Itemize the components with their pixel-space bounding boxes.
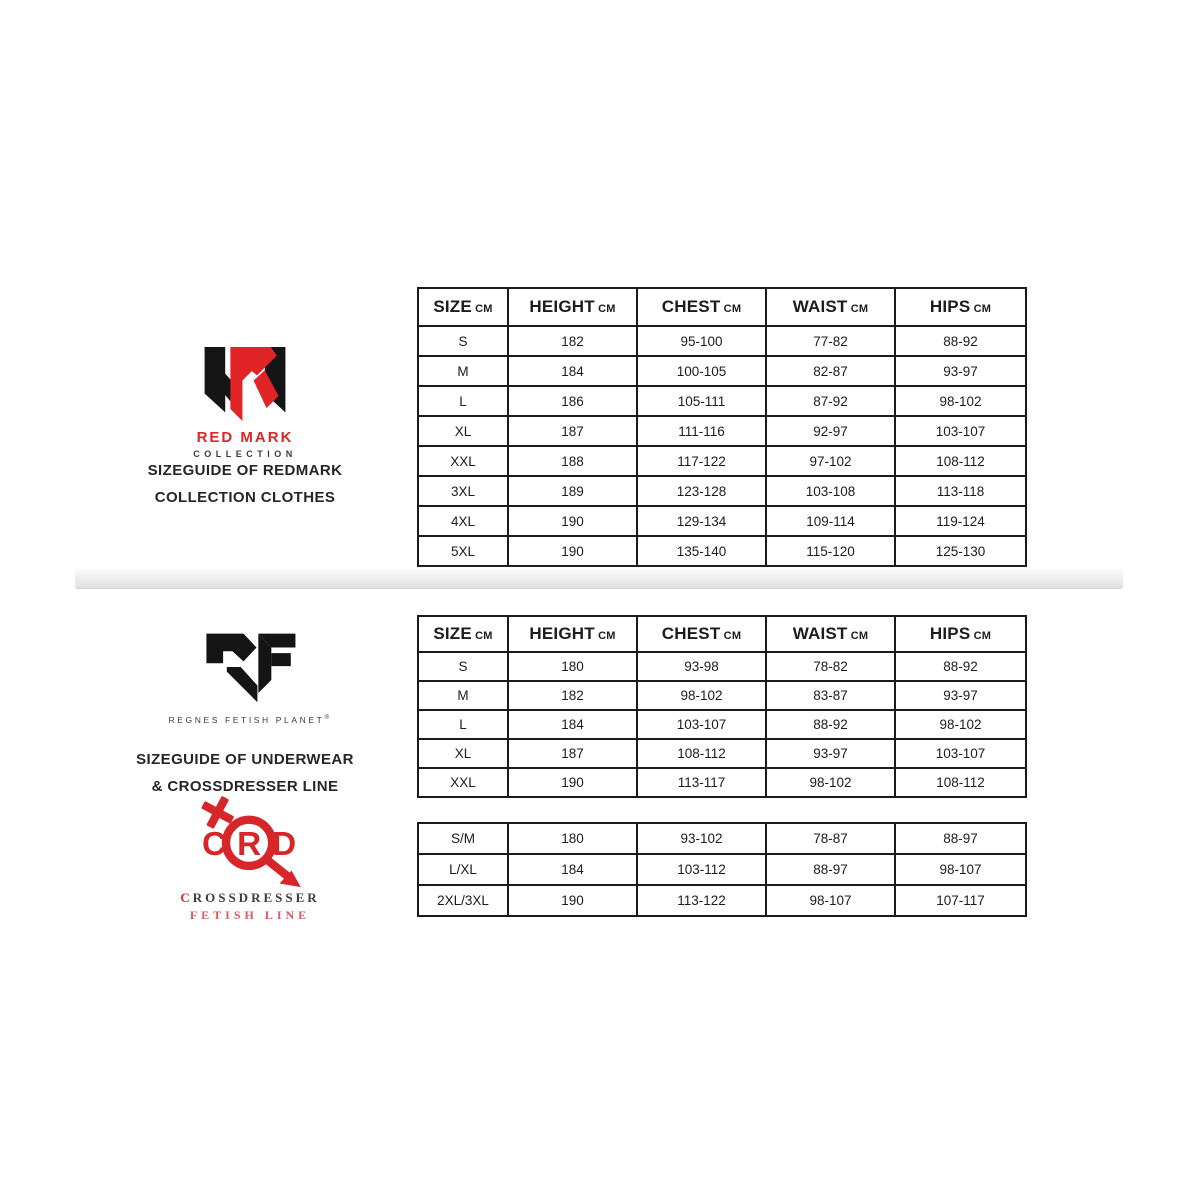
measurement-cell: 109-114 (766, 506, 895, 536)
rf-monogram-icon (199, 628, 301, 706)
measurement-cell: 188 (508, 446, 637, 476)
measurement-cell: 83-87 (766, 681, 895, 710)
measurement-cell: 98-102 (895, 710, 1026, 739)
crd-letter-r: R (237, 825, 262, 863)
size-cell: M (418, 356, 508, 386)
column-header (766, 616, 895, 652)
measurement-cell: 105-111 (637, 386, 766, 416)
column-header-label: HEIGHT (529, 297, 595, 316)
measurement-cell: 98-107 (766, 885, 895, 916)
column-header (766, 288, 895, 326)
measurement-cell: 82-87 (766, 356, 895, 386)
underwear-size-table (417, 615, 1027, 798)
measurement-cell: 98-102 (895, 386, 1026, 416)
column-header-label: CHEST (661, 297, 721, 316)
column-header-label: HEIGHT (529, 624, 595, 643)
table-row (418, 652, 1026, 681)
crossdresser-rest: ROSSDRESSER (192, 890, 320, 905)
measurement-cell: 100-105 (637, 356, 766, 386)
measurement-cell: 95-100 (637, 326, 766, 356)
column-header-label: HIPS (929, 624, 971, 643)
column-header-unit: CM (847, 630, 869, 642)
measurement-cell: 119-124 (895, 506, 1026, 536)
column-header (895, 616, 1026, 652)
crd-monogram-icon (188, 793, 312, 889)
column-header (418, 616, 508, 652)
measurement-cell: 190 (508, 506, 637, 536)
table-row (418, 476, 1026, 506)
measurement-cell: 180 (508, 823, 637, 854)
size-cell: 2XL/3XL (418, 885, 508, 916)
size-cell: XL (418, 739, 508, 768)
regnes-fetish-planet-logo (145, 628, 355, 725)
rf-brand-text (145, 715, 355, 725)
crossdresser-fetish-line-logo (140, 793, 360, 923)
table-row (418, 885, 1026, 916)
measurement-cell: 93-97 (895, 356, 1026, 386)
table-row (418, 356, 1026, 386)
size-cell: M (418, 681, 508, 710)
measurement-cell: 92-97 (766, 416, 895, 446)
measurement-cell: 93-97 (895, 681, 1026, 710)
redmark-size-table (417, 287, 1027, 567)
measurement-cell: 103-112 (637, 854, 766, 885)
column-header (637, 616, 766, 652)
measurement-cell: 103-107 (637, 710, 766, 739)
column-header-unit: CM (720, 630, 742, 642)
size-cell: S (418, 652, 508, 681)
crd-letter-c: C (202, 825, 226, 863)
column-header-label: WAIST (792, 624, 848, 643)
measurement-cell: 187 (508, 739, 637, 768)
column-header (508, 616, 637, 652)
table-row (418, 739, 1026, 768)
measurement-cell: 190 (508, 536, 637, 566)
size-cell: L (418, 386, 508, 416)
measurement-cell: 180 (508, 652, 637, 681)
measurement-cell: 93-97 (766, 739, 895, 768)
size-cell: XXL (418, 446, 508, 476)
measurement-cell: 190 (508, 885, 637, 916)
column-header-unit: CM (970, 303, 992, 315)
size-cell: S (418, 326, 508, 356)
column-header-label: SIZE (433, 297, 472, 316)
table-row (418, 768, 1026, 797)
measurement-cell: 87-92 (766, 386, 895, 416)
measurement-cell: 135-140 (637, 536, 766, 566)
column-header-label: HIPS (929, 297, 971, 316)
table-header-row (418, 616, 1026, 652)
measurement-cell: 186 (508, 386, 637, 416)
table-row (418, 416, 1026, 446)
size-cell: L/XL (418, 854, 508, 885)
table-row (418, 681, 1026, 710)
size-cell: 5XL (418, 536, 508, 566)
table-row (418, 854, 1026, 885)
measurement-cell: 111-116 (637, 416, 766, 446)
column-header-label: CHEST (661, 624, 721, 643)
measurement-cell: 187 (508, 416, 637, 446)
size-cell: 3XL (418, 476, 508, 506)
table-row (418, 710, 1026, 739)
measurement-cell: 88-92 (895, 652, 1026, 681)
measurement-cell: 78-87 (766, 823, 895, 854)
crossdresser-wordmark (140, 890, 360, 906)
measurement-cell: 123-128 (637, 476, 766, 506)
column-header-unit: CM (594, 303, 616, 315)
caption-line: & CROSSDRESSER LINE (151, 778, 339, 795)
size-cell: S/M (418, 823, 508, 854)
caption-line: COLLECTION CLOTHES (154, 489, 336, 506)
measurement-cell: 113-118 (895, 476, 1026, 506)
table-row (418, 446, 1026, 476)
measurement-cell: 98-107 (895, 854, 1026, 885)
column-header-unit: CM (471, 630, 493, 642)
caption-line: SIZEGUIDE OF REDMARK (147, 462, 343, 479)
table-header-row (418, 288, 1026, 326)
measurement-cell: 103-108 (766, 476, 895, 506)
column-header-unit: CM (970, 630, 992, 642)
measurement-cell: 184 (508, 854, 637, 885)
red-mark-logo (140, 344, 350, 459)
column-header-unit: CM (471, 303, 493, 315)
measurement-cell: 108-112 (637, 739, 766, 768)
rf-brand-name: REGNES FETISH PLANET (168, 715, 325, 725)
size-cell: XL (418, 416, 508, 446)
table-row (418, 506, 1026, 536)
red-mark-wordmark: RED MARK (196, 429, 294, 446)
combo-size-table (417, 822, 1027, 917)
measurement-cell: 113-122 (637, 885, 766, 916)
fetish-line-wordmark: FETISH LINE (189, 908, 311, 922)
caption-line: SIZEGUIDE OF UNDERWEAR (136, 751, 354, 768)
measurement-cell: 129-134 (637, 506, 766, 536)
measurement-cell: 182 (508, 326, 637, 356)
measurement-cell: 113-117 (637, 768, 766, 797)
size-cell: XXL (418, 768, 508, 797)
measurement-cell: 190 (508, 768, 637, 797)
redmark-sizeguide-caption (105, 457, 385, 511)
column-header (418, 288, 508, 326)
measurement-cell: 97-102 (766, 446, 895, 476)
column-header-label: SIZE (433, 624, 472, 643)
measurement-cell: 88-97 (766, 854, 895, 885)
column-header (637, 288, 766, 326)
measurement-cell: 117-122 (637, 446, 766, 476)
measurement-cell: 125-130 (895, 536, 1026, 566)
column-header-unit: CM (720, 303, 742, 315)
column-header (895, 288, 1026, 326)
measurement-cell: 184 (508, 356, 637, 386)
column-header-unit: CM (847, 303, 869, 315)
red-mark-monogram-icon (202, 344, 288, 424)
table-row (418, 386, 1026, 416)
measurement-cell: 77-82 (766, 326, 895, 356)
measurement-cell: 182 (508, 681, 637, 710)
column-header-unit: CM (594, 630, 616, 642)
measurement-cell: 107-117 (895, 885, 1026, 916)
column-header (508, 288, 637, 326)
measurement-cell: 78-82 (766, 652, 895, 681)
red-mark-collection-label: COLLECTION (193, 449, 297, 459)
measurement-cell: 88-92 (895, 326, 1026, 356)
size-cell: 4XL (418, 506, 508, 536)
measurement-cell: 184 (508, 710, 637, 739)
measurement-cell: 103-107 (895, 416, 1026, 446)
crossdresser-initial: C (180, 890, 193, 905)
measurement-cell: 115-120 (766, 536, 895, 566)
measurement-cell: 98-102 (637, 681, 766, 710)
underwear-sizeguide-caption (105, 746, 385, 800)
column-header-label: WAIST (792, 297, 848, 316)
measurement-cell: 93-98 (637, 652, 766, 681)
table-row (418, 536, 1026, 566)
table-row (418, 823, 1026, 854)
registered-mark: ® (324, 715, 332, 722)
crd-letter-d: D (272, 825, 297, 863)
measurement-cell: 98-102 (766, 768, 895, 797)
measurement-cell: 108-112 (895, 446, 1026, 476)
measurement-cell: 93-102 (637, 823, 766, 854)
measurement-cell: 108-112 (895, 768, 1026, 797)
table-row (418, 326, 1026, 356)
measurement-cell: 103-107 (895, 739, 1026, 768)
measurement-cell: 88-97 (895, 823, 1026, 854)
measurement-cell: 189 (508, 476, 637, 506)
size-cell: L (418, 710, 508, 739)
measurement-cell: 88-92 (766, 710, 895, 739)
section-divider (75, 566, 1123, 589)
